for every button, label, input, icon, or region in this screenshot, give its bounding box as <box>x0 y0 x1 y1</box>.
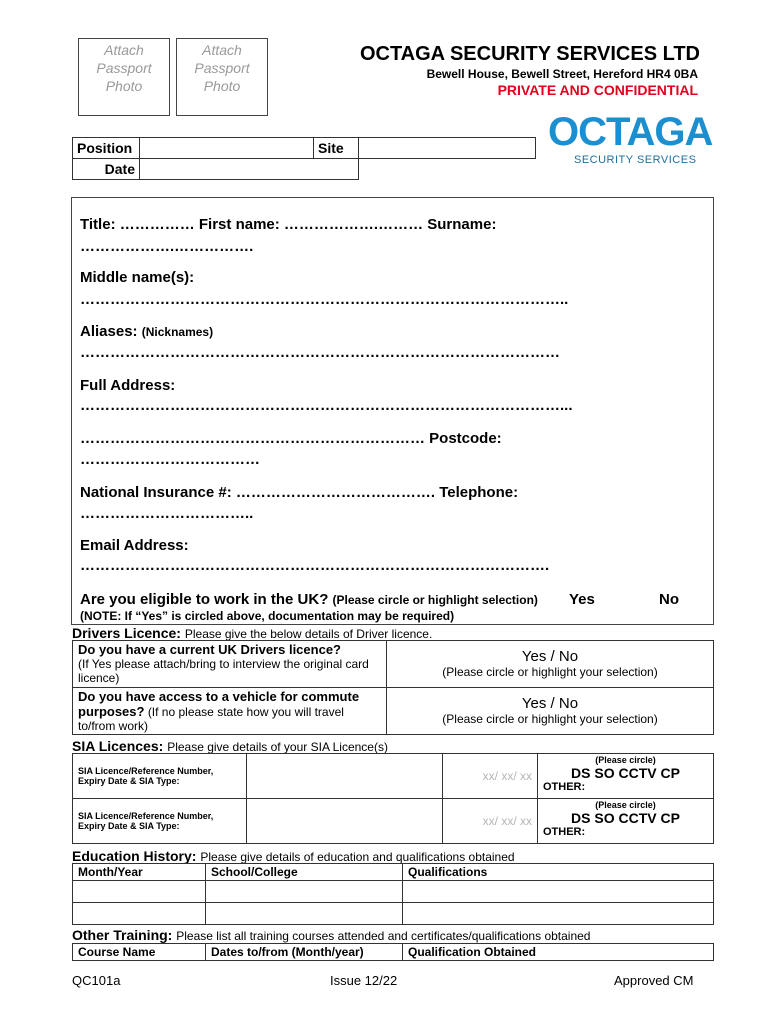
site-label: Site <box>314 138 359 159</box>
drivers-heading-text: Drivers Licence: <box>72 625 181 641</box>
sia-label-line-2: Expiry Date & SIA Type: <box>78 776 180 786</box>
col-course-name: Course Name <box>73 944 206 961</box>
training-table <box>72 943 714 961</box>
site-field[interactable] <box>359 138 536 159</box>
eligibility-note-2: (NOTE: If “Yes” is circled above, documentation may be required) <box>80 609 455 623</box>
education-heading-note: Please give details of education and qualifications obtained <box>200 850 515 864</box>
aliases-label-text: Aliases: <box>80 323 138 340</box>
company-address: Bewell House, Bewell Street, Hereford HR4 0BA <box>426 67 698 81</box>
col-month-year: Month/Year <box>73 864 206 881</box>
address-field-1[interactable]: ……………………………………………………………………………………... <box>80 397 573 414</box>
footer-issue: Issue 12/22 <box>330 973 398 988</box>
expiry-placeholder: xx/ xx/ xx <box>482 769 532 783</box>
sia-type-cell[interactable] <box>538 754 714 799</box>
sia-type-cell[interactable] <box>538 799 714 844</box>
ni-telephone-line[interactable]: National Insurance #: …………………………………. Telephone: <box>80 484 519 501</box>
surname-dots[interactable]: ……………….……………. <box>80 238 254 255</box>
aliases-field[interactable]: …………………………………………………………………………………… <box>80 344 560 361</box>
selection-hint: (Please circle or highlight your selection) <box>442 665 658 679</box>
sia-licence-number-field[interactable] <box>247 799 443 844</box>
date-field[interactable] <box>140 159 359 180</box>
drivers-q2-answer[interactable] <box>387 688 714 735</box>
logo-main-text: OCTAGA <box>548 110 713 154</box>
sia-row-label <box>73 754 247 799</box>
footer-approved: Approved CM <box>614 973 694 988</box>
training-heading <box>72 927 590 943</box>
position-site-table <box>72 137 536 180</box>
sia-label-line-1: SIA Licence/Reference Number, <box>78 811 214 821</box>
drivers-q2-cell <box>73 688 387 735</box>
education-heading <box>72 848 515 864</box>
position-field[interactable] <box>140 138 314 159</box>
drivers-licence-heading <box>72 625 432 641</box>
eligible-no[interactable]: No <box>659 591 679 608</box>
sia-type-codes[interactable]: DS SO CCTV CP <box>571 810 680 826</box>
training-heading-text: Other Training: <box>72 927 173 943</box>
photo-label-line: Passport <box>194 60 250 76</box>
logo-sub-text: SECURITY SERVICES <box>574 154 697 166</box>
education-table <box>72 863 714 925</box>
sia-label-line-2: Expiry Date & SIA Type: <box>78 821 180 831</box>
confidential-label: PRIVATE AND CONFIDENTIAL <box>497 82 698 98</box>
sia-licences-heading <box>72 738 388 754</box>
sia-licences-table <box>72 753 714 844</box>
date-label: Date <box>73 159 140 180</box>
company-name: OCTAGA SECURITY SERVICES LTD <box>359 43 700 65</box>
eligibility-note: (Please circle or highlight selection) <box>332 593 538 607</box>
telephone-field[interactable]: …………………………….. <box>80 505 254 522</box>
aliases-label <box>80 323 213 340</box>
sia-heading-text: SIA Licences: <box>72 738 164 754</box>
aliases-note: (Nicknames) <box>141 325 214 339</box>
email-field[interactable]: …………………………………………………………………………………. <box>80 557 550 574</box>
sia-row-label <box>73 799 247 844</box>
passport-photo-box-1 <box>78 38 170 116</box>
position-label: Position <box>73 138 140 159</box>
sia-type-codes[interactable]: DS SO CCTV CP <box>571 765 680 781</box>
drivers-q2-note: (If no please state how you will travel to/from work) <box>78 705 344 733</box>
col-qualifications: Qualifications <box>403 864 714 881</box>
sia-label-line-1: SIA Licence/Reference Number, <box>78 766 214 776</box>
footer-form-code: QC101a <box>72 973 121 988</box>
please-circle-note: (Please circle) <box>595 755 656 765</box>
sia-expiry-field[interactable] <box>443 799 538 844</box>
drivers-licence-table <box>72 640 714 735</box>
sia-licence-number-field[interactable] <box>247 754 443 799</box>
education-cell[interactable] <box>73 903 206 925</box>
training-heading-note: Please list all training courses attended and certificates/qualifications obtained <box>176 929 591 943</box>
sia-other-label: OTHER: <box>543 781 586 793</box>
photo-label-line: Photo <box>105 78 143 94</box>
col-dates: Dates to/from (Month/year) <box>206 944 403 961</box>
education-cell[interactable] <box>206 881 403 903</box>
passport-photo-box-2 <box>176 38 268 116</box>
drivers-q2: Do you have access to a vehicle for commute purposes? <box>78 689 360 719</box>
eligibility-question <box>80 591 538 608</box>
education-cell[interactable] <box>206 903 403 925</box>
drivers-q2-block <box>78 689 381 733</box>
education-cell[interactable] <box>403 903 714 925</box>
address-postcode-line[interactable]: …………………………………………………………… Postcode: <box>80 430 502 447</box>
yes-no-option[interactable]: Yes / No <box>521 648 579 665</box>
education-cell[interactable] <box>403 881 714 903</box>
drivers-q1: Do you have a current UK Drivers licence? <box>78 642 341 657</box>
col-school-college: School/College <box>206 864 403 881</box>
drivers-heading-note: Please give the below details of Driver licence. <box>184 627 433 641</box>
eligibility-question-text: Are you eligible to work in the UK? <box>80 591 329 608</box>
full-address-label: Full Address: <box>80 377 176 394</box>
photo-label-line: Passport <box>96 60 152 76</box>
drivers-q1-cell <box>73 641 387 688</box>
sia-other-label: OTHER: <box>543 826 586 838</box>
photo-label-line: Photo <box>203 78 241 94</box>
middle-name-field[interactable]: …………………………………………………………………………………….. <box>80 291 569 308</box>
drivers-q1-answer[interactable] <box>387 641 714 688</box>
middle-name-label: Middle name(s): <box>80 269 195 286</box>
eligible-yes[interactable]: Yes <box>569 591 595 608</box>
expiry-placeholder: xx/ xx/ xx <box>482 814 532 828</box>
sia-heading-note: Please give details of your SIA Licence(s) <box>167 740 388 754</box>
education-cell[interactable] <box>73 881 206 903</box>
yes-no-option[interactable]: Yes / No <box>521 695 579 712</box>
photo-label-line: Attach <box>202 42 242 58</box>
col-qualification-obtained: Qualification Obtained <box>403 944 714 961</box>
selection-hint: (Please circle or highlight your selection) <box>442 712 658 726</box>
postcode-field[interactable]: ……………………………… <box>80 451 260 468</box>
drivers-q1-note: (If Yes please attach/bring to interview the original card licence) <box>78 657 369 685</box>
please-circle-note: (Please circle) <box>595 800 656 810</box>
education-heading-text: Education History: <box>72 848 197 864</box>
photo-label-line: Attach <box>104 42 144 58</box>
email-label: Email Address: <box>80 537 189 554</box>
sia-expiry-field[interactable] <box>443 754 538 799</box>
octaga-logo <box>548 112 712 166</box>
name-line[interactable]: Title: …………… First name: ……………….……… Surname: <box>80 216 497 233</box>
